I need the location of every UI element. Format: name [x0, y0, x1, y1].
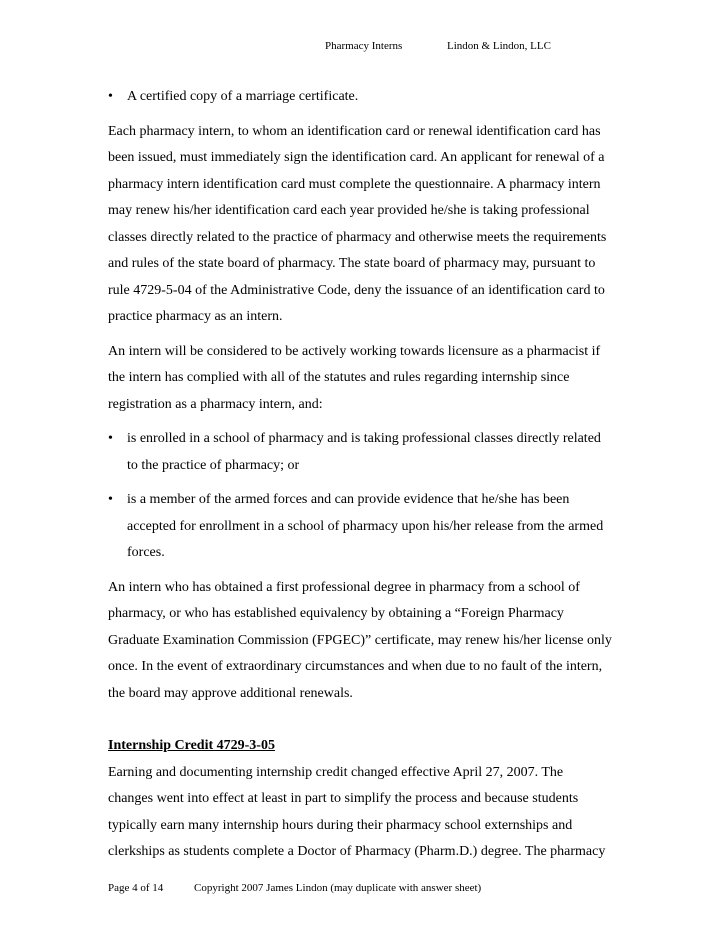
text-line: and rules of the state board of pharmacy. The state board of pharmacy may, pursuant to [108, 256, 596, 271]
text-line: Each pharmacy intern, to whom an identification card or renewal identification card has [108, 123, 601, 139]
text-line: classes directly related to the practice of pharmacy and otherwise meets the requirements [108, 229, 607, 245]
page-footer [108, 882, 481, 894]
paragraph-internship-credit [108, 760, 628, 866]
header-title: Pharmacy Interns [325, 40, 403, 52]
paragraph-identification-card [108, 119, 628, 331]
document-body [108, 84, 628, 874]
text-line: is a member of the armed forces and can provide evidence that he/she has been [127, 492, 570, 507]
text-line: typically earn many internship hours during their pharmacy school externships and [108, 817, 573, 833]
text-line: is enrolled in a school of pharmacy and is taking professional classes directly related [127, 431, 601, 446]
text-line: registration as a pharmacy intern, and: [108, 396, 323, 412]
text-line: pharmacy, or who has established equivalency by obtaining a “Foreign Pharmacy [108, 606, 564, 621]
text-line: the intern has complied with all of the statutes and rules regarding internship since [108, 370, 570, 385]
text-line: the board may approve additional renewals. [108, 685, 353, 701]
bullet-enrolled [108, 426, 628, 479]
text-line: Graduate Examination Commission (FPGEC)” certificate, may renew his/her license only [108, 632, 612, 648]
copyright-notice: Copyright 2007 James Lindon (may duplicate with answer sheet) [194, 882, 482, 894]
bullet-icon: • [108, 89, 113, 104]
bullet-icon: • [108, 431, 113, 446]
bullet-armed-forces [108, 487, 628, 567]
text-line: may renew his/her identification card each year provided he/she is taking professional [108, 203, 590, 218]
text-line: clerkships as students complete a Doctor of Pharmacy (Pharm.D.) degree. The pharmacy [108, 844, 606, 859]
page-header [325, 40, 551, 52]
text-line: changes went into effect at least in part to simplify the process and because students [108, 791, 579, 806]
text-line: An intern who has obtained a first professional degree in pharmacy from a school of [108, 579, 580, 595]
header-company: Lindon & Lindon, LLC [447, 40, 551, 52]
paragraph-professional-degree [108, 575, 628, 708]
text-line: once. In the event of extraordinary circumstances and when due to no fault of the intern, [108, 659, 603, 674]
bullet-text: A certified copy of a marriage certificate. [127, 89, 359, 104]
text-line: accepted for enrollment in a school of pharmacy upon his/her release from the armed [127, 518, 604, 534]
text-line: rule 4729-5-04 of the Administrative Code, deny the issuance of an identification card to [108, 282, 605, 298]
text-line: Earning and documenting internship credit changed effective April 27, 2007. The [108, 764, 564, 780]
bullet-marriage-certificate [108, 84, 628, 111]
text-line: to the practice of pharmacy; or [127, 457, 300, 473]
text-line: forces. [127, 545, 165, 560]
text-line: been issued, must immediately sign the identification card. An applicant for renewal of a [108, 150, 605, 165]
text-line: An intern will be considered to be actively working towards licensure as a pharmacist if [108, 343, 601, 359]
section-heading-internship-credit: Internship Credit 4729-3-05 [108, 738, 275, 753]
paragraph-actively-working [108, 339, 628, 419]
text-line: practice pharmacy as an intern. [108, 309, 283, 324]
page-number: Page 4 of 14 [108, 882, 164, 894]
text-line: pharmacy intern identification card must complete the questionnaire. A pharmacy intern [108, 176, 601, 192]
bullet-icon: • [108, 492, 113, 507]
